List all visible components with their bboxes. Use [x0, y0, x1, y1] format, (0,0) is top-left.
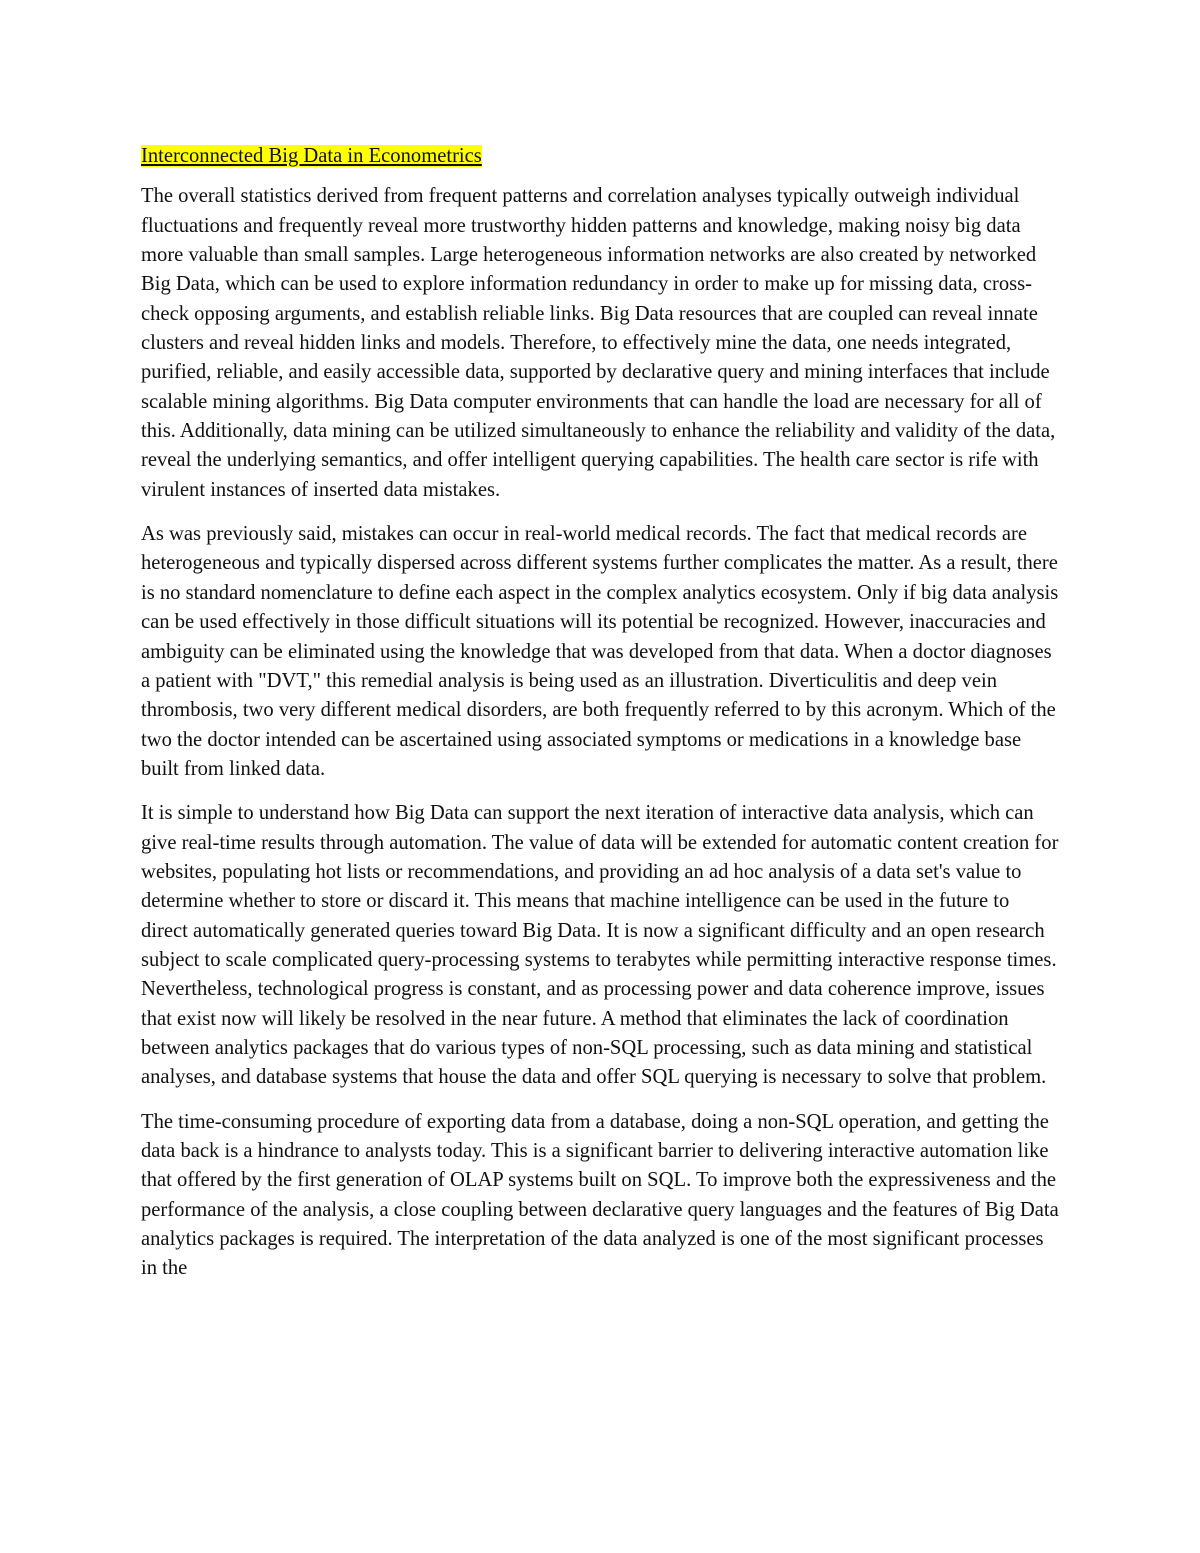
document-body — [141, 142, 1061, 1299]
paragraph-4: The time-consuming procedure of exporting data from a database, doing a non-SQL operation, and getting the data back is a hindrance to analysts today. This is a significant barrier to delivering interactive automation like that offered by the first generation of OLAP systems built on SQL. To improve both the expressiveness and the performance of the analysis, a close coupling between declarative query languages and the features of Big Data analytics packages is required. The interpretation of the data analyzed is one of the most significant processes in the — [141, 1110, 1059, 1280]
title-line — [141, 142, 1061, 171]
paragraph-1: The overall statistics derived from frequent patterns and correlation analyses typically outweigh individual fluctuations and frequently reveal more trustworthy hidden patterns and knowledge, making noisy big data more valuable than small samples. Large heterogeneous information networks are also created by networked Big Data, which can be used to explore information redundancy in order to make up for missing data, cross-check opposing arguments, and establish reliable links. Big Data resources that are coupled can reveal innate clusters and reveal hidden links and models. Therefore, to effectively mine the data, one needs integrated, purified, reliable, and easily accessible data, supported by declarative query and mining interfaces that include scalable mining algorithms. Big Data computer environments that can handle the load are necessary for all of this. Additionally, data mining can be utilized simultaneously to enhance the reliability and validity of the data, reveal the underlying semantics, and offer intelligent querying capabilities. The health care sector is rife with virulent instances of inserted data mistakes. — [141, 185, 1056, 501]
paragraph-2: As was previously said, mistakes can occur in real-world medical records. The fact that medical records are heterogeneous and typically dispersed across different systems further complicates the matter. As a result, there is no standard nomenclature to define each aspect in the complex analytics ecosystem. Only if big data analysis can be used effectively in those difficult situations will its potential be recognized. However, inaccuracies and ambiguity can be eliminated using the knowledge that was developed from that data. When a doctor diagnoses a patient with "DVT," this remedial analysis is being used as an illustration. Diverticulitis and deep vein thrombosis, two very different medical disorders, are both frequently referred to by this acronym. Which of the two the doctor intended can be ascertained using associated symptoms or medications in a knowledge base built from linked data. — [141, 523, 1059, 780]
document-title: Interconnected Big Data in Econometrics — [141, 145, 482, 167]
paragraph-3: It is simple to understand how Big Data can support the next iteration of interactive data analysis, which can give real-time results through automation. The value of data will be extended for automatic content creation for websites, populating hot lists or recommendations, and providing an ad hoc analysis of a data set's value to determine whether to store or discard it. This means that machine intelligence can be used in the future to direct automatically generated queries toward Big Data. It is now a significant difficulty and an open research subject to scale complicated query-processing systems to terabytes while permitting interactive response times. Nevertheless, technological progress is constant, and as processing power and data coherence improve, issues that exist now will likely be resolved in the near future. A method that eliminates the lack of coordination between analytics packages that do various types of non-SQL processing, such as data mining and statistical analyses, and database systems that house the data and offer SQL querying is necessary to solve that problem. — [141, 802, 1059, 1089]
